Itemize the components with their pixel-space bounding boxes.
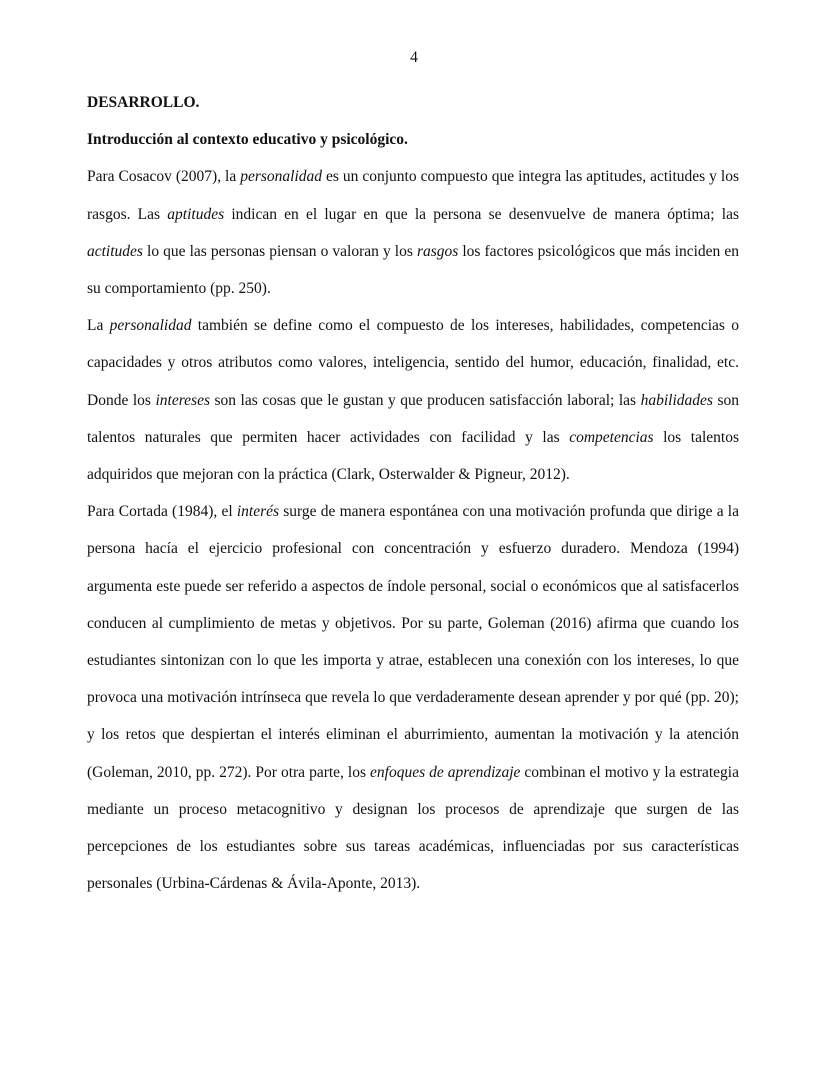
- text-run: son las cosas que le gustan y que producen satisfacción laboral; las: [209, 391, 641, 409]
- paragraph-personalidad: [87, 307, 739, 493]
- text-run: surge de manera espontánea con una motivación profunda que dirige a la persona hacía el ejercicio profesional con concentración y esfuerzo duradero. Mendoza (1994) argumenta este puede ser referido a aspectos de índole personal, social o económicos que al satisfacerlos conducen al cumplimiento de metas y objetivos. Por su parte, Goleman (2016) afirma que cuando los estudiantes sintonizan con lo que les importa y atrae, establecen una conexión con los intereses, lo que provoca una motivación intrínseca que revela lo que verdaderamente desean aprender y por qué (pp. 20); y los retos que despiertan el interés eliminan el aburrimiento, aumentan la motivación y la atención (Goleman, 2010, pp. 272). Por otra parte, los: [87, 503, 739, 781]
- text-run: los factores psicológicos que más inciden en su comportamiento (pp. 250).: [87, 242, 739, 298]
- italic-term: aptitudes: [167, 205, 225, 223]
- text-run: es un conjunto compuesto que integra las aptitudes, actitudes y los rasgos. Las: [87, 168, 739, 223]
- subsection-title: Introducción al contexto educativo y psicológico.: [87, 131, 408, 149]
- italic-term: personalidad: [109, 317, 192, 335]
- italic-term: intereses: [155, 391, 210, 409]
- section-title: DESARROLLO.: [87, 94, 200, 111]
- italic-term: rasgos: [416, 242, 459, 260]
- italic-term: competencias: [569, 428, 654, 446]
- italic-term: personalidad: [240, 168, 323, 186]
- text-run: también se define como el compuesto de los intereses, habilidades, competencias o capacidades y otros atributos como valores, inteligencia, sentido del humor, educación, finalidad, etc. Donde los: [87, 317, 739, 409]
- italic-term: interés: [236, 503, 280, 521]
- paragraph-cortada: [87, 493, 739, 902]
- text-run: son talentos naturales que permiten hacer actividades con facilidad y las: [87, 391, 739, 446]
- page-number: 4: [410, 49, 418, 66]
- italic-term: habilidades: [640, 391, 713, 409]
- italic-term: actitudes: [87, 242, 143, 260]
- text-run: los talentos adquiridos que mejoran con la práctica (Clark, Osterwalder & Pigneur, 2012).: [87, 428, 739, 484]
- italic-term: enfoques de aprendizaje: [370, 763, 521, 781]
- text-run: La: [87, 317, 110, 335]
- text-run: Para Cortada (1984), el: [87, 503, 237, 521]
- text-run: indican en el lugar en que la persona se desenvuelve de manera óptima; las: [224, 205, 739, 223]
- paragraph-cosacov: [87, 158, 739, 307]
- text-run: lo que las personas piensan o valoran y los: [142, 242, 417, 260]
- document-body: [87, 84, 739, 902]
- text-run: Para Cosacov (2007), la: [87, 168, 241, 186]
- text-run: combinan el motivo y la estrategia mediante un proceso metacognitivo y designan los procesos de aprendizaje que surgen de las percepciones de los estudiantes sobre sus tareas académicas, influenciadas por sus características personales (Urbina-Cárdenas & Ávila-Aponte, 2013).: [87, 763, 739, 893]
